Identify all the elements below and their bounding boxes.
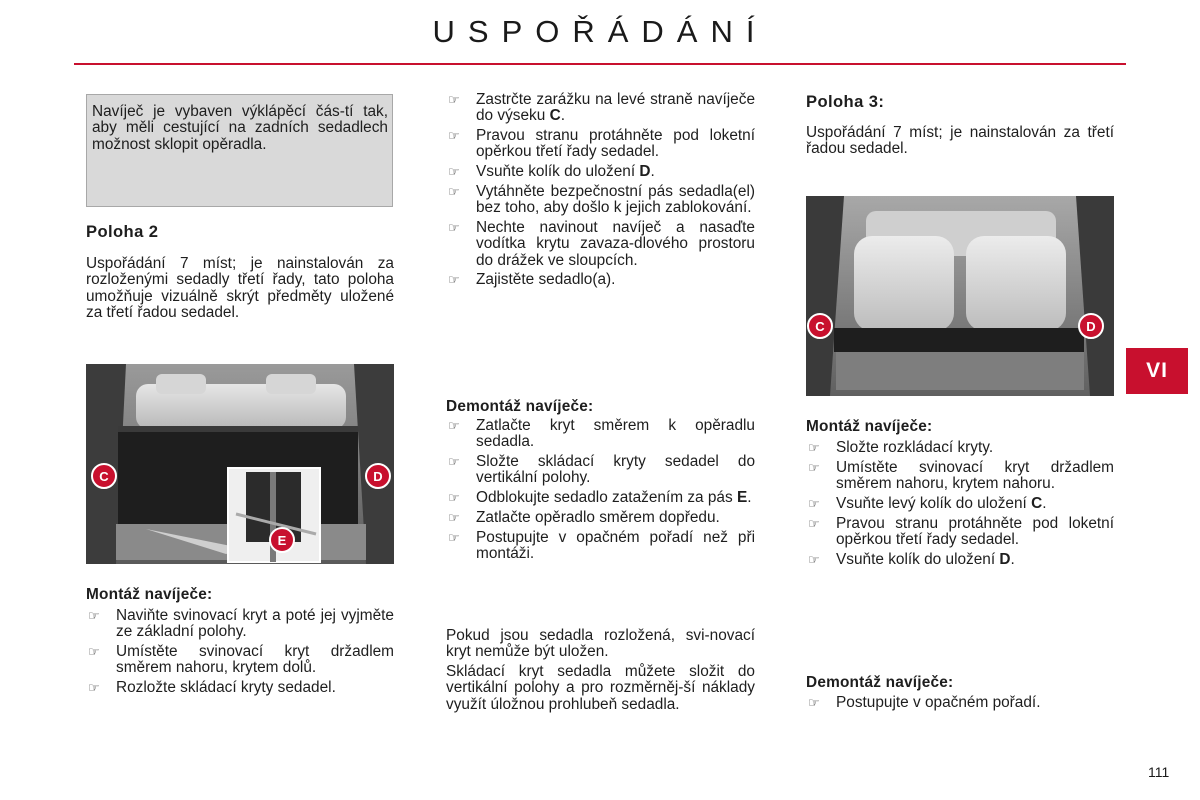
pointing-hand-icon: ☞ xyxy=(808,459,820,475)
pointing-hand-icon: ☞ xyxy=(88,680,100,696)
pointing-hand-icon: ☞ xyxy=(808,515,820,531)
label-c: C xyxy=(99,469,109,484)
pointing-hand-icon: ☞ xyxy=(808,495,820,511)
title-divider xyxy=(74,63,1126,65)
list-item: ☞ Postupujte v opačném pořadí než při montáži. xyxy=(448,528,755,563)
col3-dismount-list xyxy=(806,695,1114,715)
list-item: ☞ Postupujte v opačném pořadí. xyxy=(808,694,1041,711)
col2-note-1: Pokud jsou sedadla rozložená, svi-novací kryt nemůže být uložen. xyxy=(446,627,755,661)
pointing-hand-icon: ☞ xyxy=(448,164,460,180)
pointing-hand-icon: ☞ xyxy=(448,220,460,236)
poloha-2-heading: Poloha 2 xyxy=(86,222,159,241)
list-item: ☞ Nechte navinout navíječ a nasaďte vodítka krytu zavaza-dlového prostoru do drážek ve sloupcích. xyxy=(448,219,755,269)
col3-mount-heading: Montáž navíječe: xyxy=(806,418,933,435)
list-item: ☞ Naviňte svinovací kryt a poté jej vyjměte ze základní polohy. xyxy=(88,607,394,641)
list-item: ☞ Složte skládací kryty sedadel do vertikální polohy. xyxy=(448,453,755,487)
pointing-hand-icon: ☞ xyxy=(448,529,460,545)
pointing-hand-icon: ☞ xyxy=(448,418,460,433)
pointing-hand-icon: ☞ xyxy=(808,440,820,455)
list-item: ☞ Umístěte svinovací kryt držadlem směrem nahoru, krytem nahoru. xyxy=(808,458,1114,493)
poloha-2-paragraph: Uspořádání 7 míst; je nainstalován za rozloženými sedadly třetí řady, tato poloha umožňuje vizuálně skrýt předměty uložené za třetí řadou sedadel. xyxy=(86,255,394,321)
pointing-hand-icon: ☞ xyxy=(448,509,460,525)
list-item: ☞ Rozložte skládací kryty sedadel. xyxy=(88,679,336,697)
poloha-3-heading: Poloha 3: xyxy=(806,92,885,111)
pointing-hand-icon: ☞ xyxy=(88,608,100,623)
list-item: ☞ Vytáhněte bezpečnostní pás sedadla(el) bez toho, aby došlo k jejich zablokování. xyxy=(448,182,755,217)
label-e: E xyxy=(277,533,287,548)
col2-steps-list xyxy=(446,92,755,292)
pointing-hand-icon: ☞ xyxy=(448,454,460,470)
list-item: ☞ Odblokujte sedadlo zatažením za pás E. xyxy=(448,489,752,507)
list-item: ☞ Složte rozkládací kryty. xyxy=(808,439,994,456)
page-title: USPOŘÁDÁNÍ xyxy=(432,14,768,49)
label-d: D xyxy=(373,469,383,484)
col3-mount-list xyxy=(806,440,1114,572)
col1-mount-heading: Montáž navíječe: xyxy=(86,586,213,603)
poloha-3-paragraph: Uspořádání 7 míst; je nainstalován za třetí řadou sedadel. xyxy=(806,124,1114,158)
col3-dismount-heading: Demontáž navíječe: xyxy=(806,674,954,691)
section-tab: VI xyxy=(1126,348,1188,394)
pointing-hand-icon: ☞ xyxy=(808,551,820,567)
trunk-photo-poloha-2 xyxy=(86,364,394,564)
label-d: D xyxy=(1086,319,1096,334)
page-number: 111 xyxy=(1148,764,1170,780)
pointing-hand-icon: ☞ xyxy=(448,272,460,288)
list-item: ☞ Umístěte svinovací kryt držadlem směrem nahoru, krytem dolů. xyxy=(88,643,394,677)
pointing-hand-icon: ☞ xyxy=(808,695,820,710)
list-item: ☞ Pravou stranu protáhněte pod loketní opěrkou třetí řady sedadel. xyxy=(448,127,755,161)
label-c: C xyxy=(815,319,825,334)
col2-dismount-list xyxy=(446,418,755,566)
col2-note-2: Skládací kryt sedadla můžete složit do vertikální polohy a pro rozměrněj-ší náklady využít úložnou prohlubeň sedadla. xyxy=(446,663,755,713)
list-item: ☞ Zatlačte opěradlo směrem dopředu. xyxy=(448,508,720,526)
pointing-hand-icon: ☞ xyxy=(88,644,100,660)
pointing-hand-icon: ☞ xyxy=(448,183,460,199)
pointing-hand-icon: ☞ xyxy=(448,92,460,107)
list-item: ☞ Vsuňte kolík do uložení D. xyxy=(808,550,1015,568)
list-item: ☞ Pravou stranu protáhněte pod loketní opěrkou třetí řady sedadel. xyxy=(808,514,1114,548)
list-item: ☞ Zatlačte kryt směrem k opěradlu sedadla. xyxy=(448,417,755,451)
pointing-hand-icon: ☞ xyxy=(448,490,460,506)
list-item: ☞ Vsuňte kolík do uložení D. xyxy=(448,163,655,181)
col1-mount-list xyxy=(86,608,394,700)
list-item: ☞ Zastrčte zarážku na levé straně navíječe do výseku C. xyxy=(448,91,755,125)
list-item: ☞ Zajistěte sedadlo(a). xyxy=(448,271,616,289)
info-note-text: Navíječ je vybaven výklápěcí čás-tí tak, aby měli cestující na zadních sedadlech možnost sklopit opěradla. xyxy=(92,103,388,153)
col2-dismount-heading: Demontáž navíječe: xyxy=(446,398,594,415)
trunk-photo-poloha-3 xyxy=(806,196,1114,396)
list-item: ☞ Vsuňte levý kolík do uložení C. xyxy=(808,494,1047,512)
pointing-hand-icon: ☞ xyxy=(448,128,460,144)
